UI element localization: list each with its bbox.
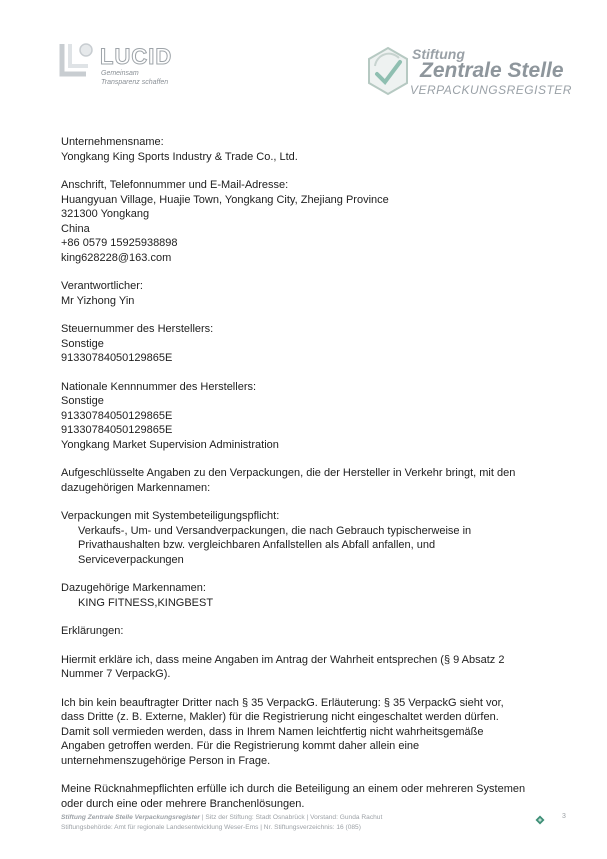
lucid-tagline-2: Transparenz schaffen — [101, 79, 169, 86]
responsible-section — [61, 279, 561, 308]
declaration-2-line-1: Ich bin kein beauftragter Dritter nach § 35 VerpackG. Erläuterung: § 35 VerpackG sieht vor, — [61, 696, 504, 709]
address-street: Huangyuan Village, Huajie Town, Yongkang City, Zhejiang Province — [61, 193, 389, 206]
declaration-2-line-4: Angaben getroffen werden. Für die Registrierung kommt daher allein eine — [61, 740, 420, 752]
zsvr-logo — [366, 36, 578, 106]
zsvr-small-emblem-icon — [535, 815, 545, 825]
tax-number-section — [61, 322, 561, 366]
declaration-1-line-1: Hiermit erkläre ich, dass meine Angaben im Antrag der Wahrheit entsprechen (§ 9 Absatz 2 — [61, 653, 505, 666]
footer-line-1 — [61, 813, 531, 823]
declarations-heading-block — [61, 624, 561, 639]
declaration-1-line-2: Nummer 7 VerpackG). — [61, 668, 171, 680]
tax-number-label: Steuernummer des Herstellers: — [61, 323, 214, 335]
zsvr-logo-line-1: Stiftung — [412, 46, 465, 62]
declaration-take-back — [61, 782, 561, 811]
national-id-number-2: 91330784050129865E — [61, 424, 173, 436]
system-packaging-section — [61, 509, 561, 567]
company-section — [61, 135, 561, 164]
national-id-label: Nationale Kennnummer des Herstellers: — [61, 380, 257, 393]
address-postal: 321300 Yongkang — [61, 208, 150, 220]
footer-brand: Stiftung Zentrale Stelle Verpackungsregister — [61, 814, 200, 821]
responsible-name: Mr Yizhong Yin — [61, 294, 135, 307]
footer-seat-info: | Sitz der Stiftung: Stadt Osnabrück | Vorstand: Gunda Rachut — [200, 814, 383, 821]
brand-names-value: KING FITNESS,KINGBEST — [78, 596, 214, 609]
brand-names-label: Dazugehörige Markennamen: — [61, 582, 206, 594]
document-body — [61, 135, 561, 825]
zsvr-emblem-icon — [366, 46, 410, 96]
address-email: king628228@163.com — [61, 251, 172, 264]
declaration-2-line-3: Damit soll vermieden werden, dass in Ihrem Namen leichtfertig nicht wahrheitsgemäße — [61, 725, 484, 738]
system-packaging-label: Verpackungen mit Systembeteiligungspflicht: — [61, 510, 280, 522]
company-name: Yongkang King Sports Industry & Trade Co., Ltd. — [61, 150, 298, 163]
address-country: China — [61, 222, 90, 235]
declaration-3-line-2: oder durch eine oder mehrere Branchenlösungen. — [61, 797, 305, 810]
declarations-label: Erklärungen: — [61, 625, 124, 637]
footer-line-2: Stiftungsbehörde: Amt für regionale Landesentwicklung Weser-Ems | Nr. Stiftungsverzeichnis: 16 (085) — [61, 823, 361, 831]
declaration-third-party — [61, 696, 561, 769]
address-label: Anschrift, Telefonnummer und E-Mail-Adresse: — [61, 179, 289, 191]
responsible-label: Verantwortlicher: — [61, 280, 143, 292]
tax-number-type: Sonstige — [61, 337, 104, 350]
system-packaging-description — [61, 524, 561, 568]
national-id-authority: Yongkang Market Supervision Administration — [61, 438, 279, 451]
address-section — [61, 178, 561, 265]
page-footer — [61, 813, 531, 832]
packaging-intro — [61, 466, 561, 495]
tax-number-value: 91330784050129865E — [61, 352, 173, 364]
declaration-truthfulness — [61, 653, 561, 682]
declaration-3-line-1: Meine Rücknahmepflichten erfülle ich durch die Beteiligung an einem oder mehreren Systemen — [61, 783, 526, 795]
zsvr-logo-line-3: VERPACKUNGSREGISTER — [410, 83, 572, 97]
company-label: Unternehmensname: — [61, 136, 164, 148]
packaging-intro-line-2: dazugehörigen Markennamen: — [61, 481, 211, 494]
system-packaging-line-2: Privathaushalten bzw. vergleichbaren Anfallstellen als Abfall anfallen, und — [78, 539, 436, 551]
system-packaging-line-3: Serviceverpackungen — [78, 553, 184, 566]
zsvr-logo-line-2: Zentrale Stelle — [420, 59, 564, 82]
lucid-tagline-1: Gemeinsam — [101, 70, 139, 77]
national-id-number-1: 91330784050129865E — [61, 409, 173, 422]
lucid-mark-icon — [56, 40, 96, 84]
brand-names-section — [61, 581, 561, 610]
declaration-2-line-2: dass Dritte (z. B. Externe, Makler) für die Registrierung nicht eingeschaltet werden dürfen. — [61, 711, 499, 723]
lucid-wordmark: LUCID — [100, 44, 173, 69]
system-packaging-line-1: Verkaufs-, Um- und Versandverpackungen, die nach Gebrauch typischerweise in — [78, 524, 472, 537]
national-id-section — [61, 380, 561, 453]
address-phone: +86 0579 15925938898 — [61, 237, 178, 249]
packaging-intro-line-1: Aufgeschlüsselte Angaben zu den Verpackungen, die der Hersteller in Verkehr bringt, mit den — [61, 467, 516, 479]
lucid-logo — [56, 38, 196, 94]
national-id-type: Sonstige — [61, 395, 104, 407]
declaration-2-line-5: unternehmenszugehörige Person in Frage. — [61, 754, 271, 767]
page-number: 3 — [562, 813, 566, 820]
